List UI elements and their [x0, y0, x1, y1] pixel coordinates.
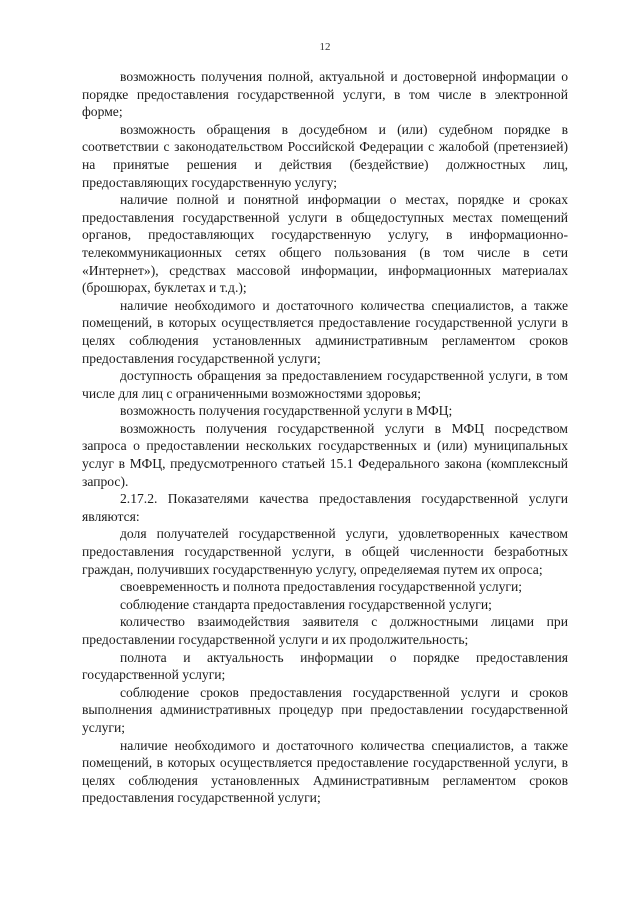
paragraph: возможность получения государственной услуги в МФЦ посредством запроса о предоставлении нескольких государственных и (или) муниципальных услуг в МФЦ, предусмотренного статьей 15.1 Федерального закона (комплексный запрос). [82, 420, 568, 489]
paragraph: наличие полной и понятной информации о местах, порядке и сроках предоставления государственной услуги в общедоступных местах помещений органов, предоставляющих государственную услугу, в информационно-телекоммуникационных сетях общего пользования (в том числе в сети «Интернет»), средствах массовой информации, информационных материалах (брошюрах, буклетах и т.д.); [82, 192, 568, 296]
paragraph: соблюдение сроков предоставления государственной услуги и сроков выполнения административных процедур при предоставлении государственной услуги; [82, 684, 568, 735]
paragraph: своевременность и полнота предоставления государственной услуги; [120, 579, 523, 595]
paragraph: возможность получения полной, актуальной и достоверной информации о порядке предоставления государственной услуги, в том числе в электронной форме; [82, 69, 568, 120]
paragraph: доля получателей государственной услуги, удовлетворенных качеством предоставления государственной услуги, в общей численности безработных граждан, получивших государственную услугу, определяемая путем их опроса; [82, 526, 568, 577]
paragraph: полнота и актуальность информации о порядке предоставления государственной услуги; [82, 649, 568, 683]
paragraph: возможность обращения в досудебном и (или) судебном порядке в соответствии с законодательством Российской Федерации с жалобой (претензией) на принятые решения и действия (бездействие) должностных лиц, предоставляющих государственную услугу; [82, 121, 568, 190]
paragraph: наличие необходимого и достаточного количества специалистов, а также помещений, в которых осуществляется предоставление государственной услуги, в целях соблюдения установленных Административным регламентом сроков предоставления государственной услуги; [82, 737, 568, 806]
paragraph: соблюдение стандарта предоставления государственной услуги; [120, 596, 492, 612]
page-number: 12 [319, 41, 331, 53]
paragraph: количество взаимодействия заявителя с должностными лицами при предоставлении государственной услуги и их продолжительность; [82, 614, 568, 647]
document-body [82, 68, 568, 807]
section-heading: 2.17.2. Показателями качества предоставления государственной услуги являются: [82, 491, 568, 524]
paragraph: возможность получения государственной услуги в МФЦ; [120, 403, 453, 419]
paragraph: наличие необходимого и достаточного количества специалистов, а также помещений, в которых осуществляется предоставление государственной услуги в целях соблюдения установленных административным регламентом сроков предоставления государственной услуги; [82, 297, 568, 366]
paragraph: доступность обращения за предоставлением государственной услуги, в том числе для лиц с ограниченными возможностями здоровья; [82, 368, 568, 401]
